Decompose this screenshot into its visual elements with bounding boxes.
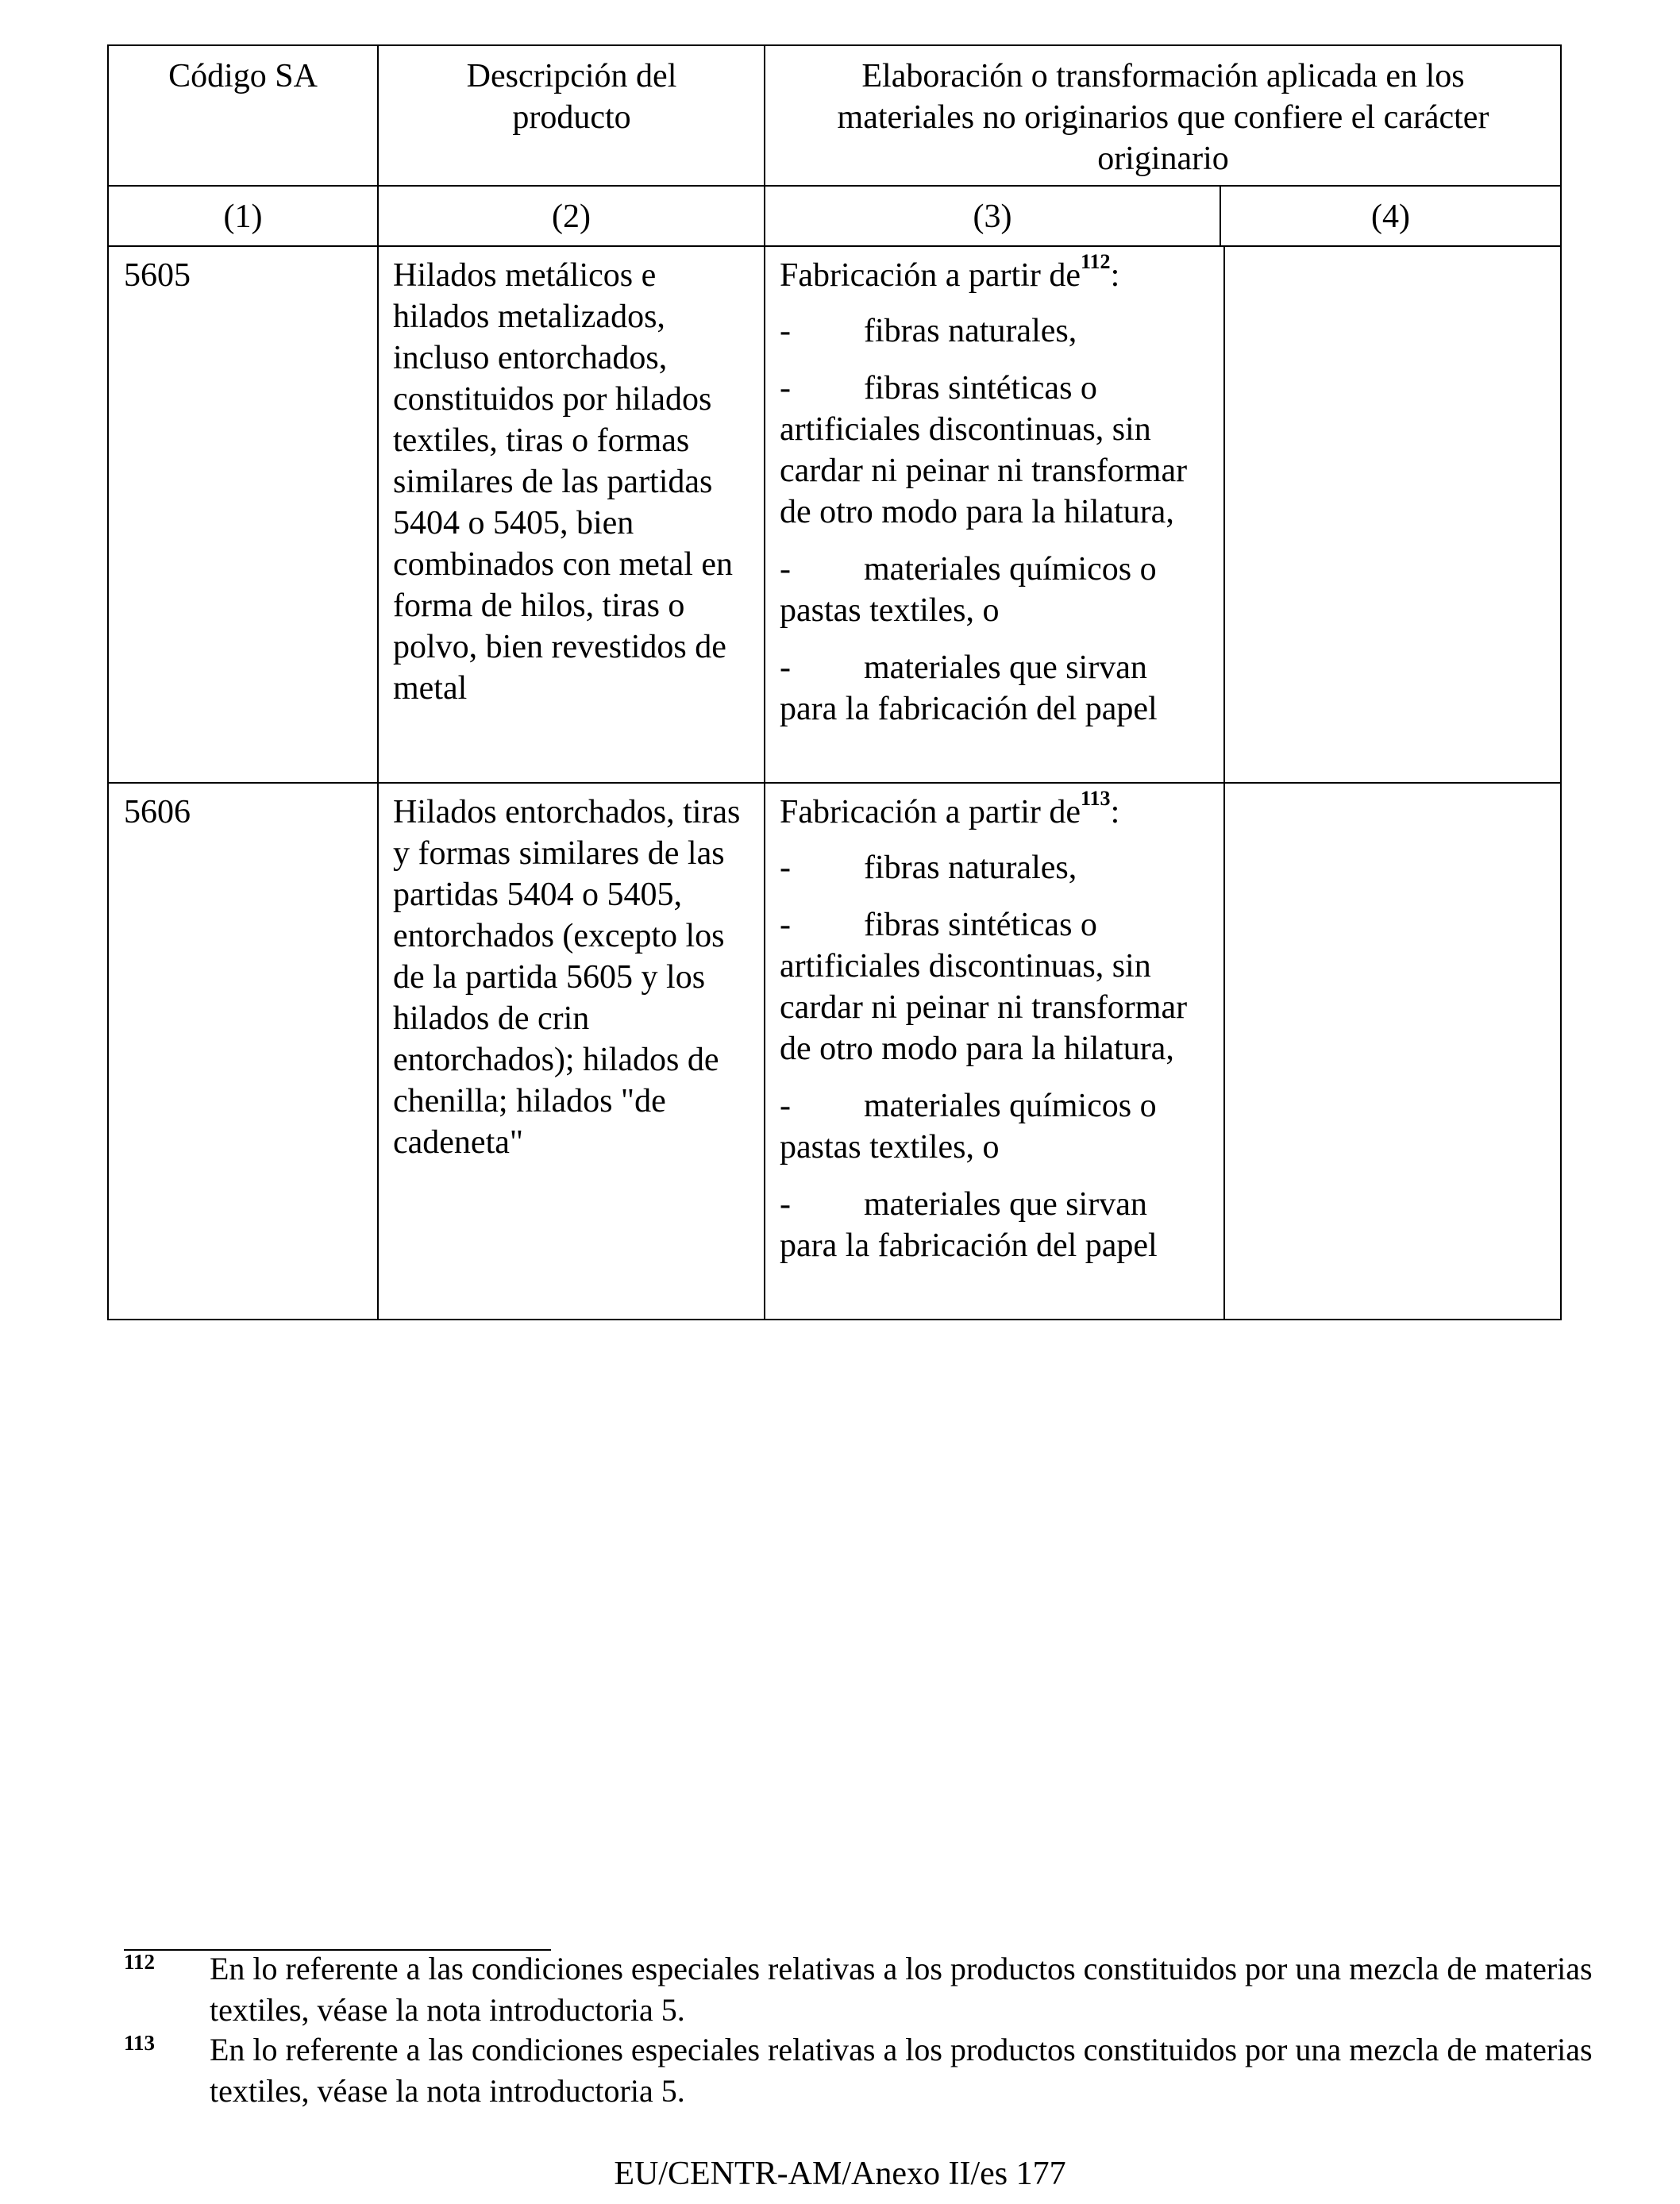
rule-item-text: fibras sintéticas o artificiales discontinuas, sin cardar ni peinar ni transformar de otro modo para la hilatura,: [780, 907, 1188, 1067]
colnum-4: (4): [1371, 198, 1410, 235]
colnum-1: (1): [223, 198, 263, 235]
header-working-processing-text: Elaboración o transformación aplicada en los materiales no originarios que confiere el carácter originario: [837, 58, 1489, 177]
rule-item: [780, 1184, 1193, 1266]
footnote-ref-112[interactable]: 112: [1080, 250, 1111, 273]
colnum-2: (2): [552, 198, 591, 235]
rule-item-text: materiales que sirvan para la fabricación del papel: [780, 1186, 1158, 1264]
header-hs-code: [109, 56, 377, 97]
table-row-5605-rule: [780, 250, 1193, 746]
rule-intro: [780, 787, 1193, 833]
rule-intro-suffix: :: [1110, 794, 1120, 830]
footnote-113: [124, 2028, 1616, 2115]
table-row-divider: [107, 782, 1562, 784]
footnote-ref-113[interactable]: 113: [1080, 787, 1111, 810]
rule-item-text: materiales químicos o pastas textiles, o: [780, 1088, 1157, 1166]
rule-item: [780, 310, 1193, 352]
dash-bullet: -: [780, 313, 791, 349]
table-row-5605-code: 5605: [124, 257, 191, 294]
page-footer-label: EU/CENTR-AM/Anexo II/es 177: [614, 2156, 1066, 2192]
footnote-number: 113: [124, 2031, 156, 2055]
rule-intro-text: Fabricación a partir de: [780, 257, 1081, 294]
table-row-5605-description: Hilados metálicos e hilados metalizados, incluso entorchados, constituidos por hilados textiles, tiras o formas similares de las partidas 5404 o 5405, bien combinados con metal en forma de hilos, tiras o polvo, bien revestidos de metal: [393, 257, 734, 707]
table-colnum-divider: [107, 245, 1562, 247]
rule-item-text: fibras sintéticas o artificiales discontinuas, sin cardar ni peinar ni transformar de otro modo para la hilatura,: [780, 370, 1188, 530]
header-product-description: [445, 56, 699, 138]
dash-bullet: -: [780, 907, 791, 943]
table-border-top: [107, 44, 1562, 46]
dash-bullet: -: [780, 649, 791, 686]
rule-intro: [780, 250, 1193, 296]
table-header-divider: [107, 185, 1562, 187]
rule-item-text: materiales químicos o pastas textiles, o: [780, 551, 1157, 629]
table-row-5606-description: Hilados entorchados, tiras y formas similares de las partidas 5404 o 5405, entorchados (excepto los de la partida 5605 y los hilados de crin entorchados); hilados de chenilla; hilados "de cadeneta": [393, 794, 741, 1161]
rule-intro-text: Fabricación a partir de: [780, 794, 1081, 830]
rule-item-text: materiales que sirvan para la fabricación del papel: [780, 649, 1158, 727]
rule-intro-suffix: :: [1110, 257, 1120, 294]
dash-bullet: -: [780, 1186, 791, 1223]
table-col-divider-3-row2: [1223, 782, 1225, 1320]
rule-item: [780, 847, 1193, 888]
table-border-right: [1560, 44, 1562, 1320]
footnote-text: En lo referente a las condiciones especiales relativas a los productos constituidos por una mezcla de materias textiles, véase la nota introductoria 5.: [210, 2032, 1593, 2109]
header-product-description-text: Descripción del producto: [466, 58, 677, 136]
table-col-divider-3-row1: [1223, 245, 1225, 784]
rule-item: [780, 647, 1193, 730]
header-working-processing: [794, 56, 1532, 179]
dash-bullet: -: [780, 370, 791, 407]
rule-item: [780, 549, 1193, 631]
rule-item: [780, 904, 1193, 1069]
footnote-number: 112: [124, 1950, 156, 1974]
rule-item-text: fibras naturales,: [864, 850, 1077, 886]
header-hs-code-text: Código SA: [168, 58, 318, 94]
table-border-bottom: [107, 1319, 1562, 1320]
footnote-112: [124, 1947, 1616, 2034]
dash-bullet: -: [780, 551, 791, 588]
dash-bullet: -: [780, 1088, 791, 1124]
footnote-text: En lo referente a las condiciones especiales relativas a los productos constituidos por una mezcla de materias textiles, véase la nota introductoria 5.: [210, 1951, 1593, 2028]
rule-item: [780, 1085, 1193, 1168]
rule-item: [780, 368, 1193, 533]
rule-item-text: fibras naturales,: [864, 313, 1077, 349]
dash-bullet: -: [780, 850, 791, 886]
colnum-3: (3): [973, 198, 1012, 235]
table-row-5606-rule: [780, 787, 1193, 1282]
table-row-5606-code: 5606: [124, 794, 191, 830]
